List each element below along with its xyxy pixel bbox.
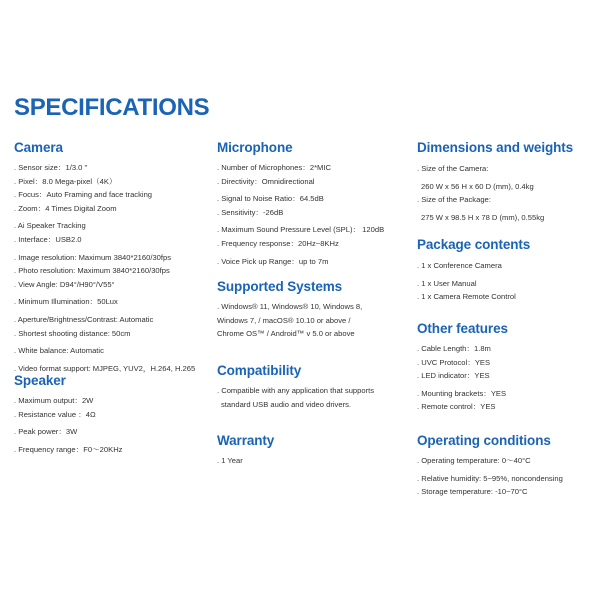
- list-item: . Mounting brackets：YES: [417, 388, 507, 398]
- list-item: . Number of Microphones：2*MIC: [217, 163, 331, 172]
- microphone-section: [217, 140, 417, 268]
- microphone-spec-list: [217, 161, 417, 268]
- list-item: . Photo resolution: Maximum 3840*2160/30fps: [14, 266, 170, 276]
- list-item: . Size of the Package:: [417, 195, 491, 205]
- dimensions-section: [417, 140, 597, 224]
- supported-systems-heading: Supported Systems: [217, 279, 343, 294]
- list-item: . Shortest shooting distance: 50cm: [14, 328, 131, 338]
- list-item: . 1 x User Manual: [417, 278, 477, 288]
- list-item: . Directivity：Omnidirectional: [217, 176, 315, 186]
- list-item: . 1 Year: [217, 456, 243, 465]
- list-item: . View Angle: D94°/H90°/V55°: [14, 279, 115, 289]
- warranty-heading: Warranty: [217, 433, 275, 448]
- camera-section: [14, 140, 214, 375]
- list-item: . Maximum Sound Pressure Level (SPL)： 120dB: [217, 225, 385, 235]
- list-item: . Resistance value ：4Ω: [14, 409, 96, 419]
- list-item: . Pixel：8.0 Mega-pixel（4K）: [14, 176, 117, 186]
- microphone-heading: Microphone: [217, 140, 293, 155]
- list-item: standard USB audio and video drivers.: [221, 399, 352, 409]
- list-item: Windows 7, / macOS® 10.10 or above /: [217, 315, 351, 325]
- package-list: [417, 259, 597, 304]
- list-item: . 1 x Conference Camera: [417, 261, 502, 270]
- supported-systems-list: [217, 300, 417, 341]
- camera-heading: Camera: [14, 140, 63, 155]
- list-item: . Minimum Illumination：50Lux: [14, 297, 118, 307]
- other-features-section: [417, 321, 597, 414]
- list-item: 260 W x 56 H x 60 D (mm), 0.4kg: [421, 181, 534, 191]
- list-item: . Operating temperature: 0～40°C: [417, 456, 531, 465]
- speaker-heading: Speaker: [14, 373, 66, 388]
- list-item: . Cable Length：1.8m: [417, 344, 491, 353]
- speaker-section: [14, 373, 214, 456]
- list-item: . Zoom：4 Times Digital Zoom: [14, 203, 117, 213]
- other-features-heading: Other features: [417, 321, 508, 336]
- list-item: . Relative humidity: 5~95%, noncondensing: [417, 473, 563, 483]
- dimensions-heading: Dimensions and weights: [417, 140, 574, 155]
- compatibility-section: [217, 363, 417, 411]
- list-item: . Focus：Auto Framing and face tracking: [14, 190, 153, 200]
- list-item: . Sensor size：1/3.0 ": [14, 163, 88, 172]
- camera-spec-list: [14, 161, 214, 375]
- list-item: . Interface：USB2.0: [14, 234, 82, 244]
- compatibility-heading: Compatibility: [217, 363, 302, 378]
- dimensions-list: [417, 162, 597, 224]
- compatibility-list: [217, 384, 417, 411]
- speaker-spec-list: [14, 394, 214, 456]
- list-item: . Size of the Camera:: [417, 164, 489, 173]
- operating-conditions-list: [417, 454, 599, 499]
- list-item: . Compatible with any application that supports: [217, 386, 375, 395]
- list-item: . Maximum output：2W: [14, 396, 94, 405]
- list-item: . Ai Speaker Tracking: [14, 221, 86, 231]
- list-item: . Windows® 11, Windows® 10, Windows 8,: [217, 302, 363, 311]
- warranty-section: [217, 433, 417, 468]
- list-item: 275 W x 98.5 H x 78 D (mm), 0.55kg: [421, 212, 545, 222]
- list-item: . Video format support: MJPEG, YUV2，H.264, H.265: [14, 363, 196, 373]
- package-heading: Package contents: [417, 237, 531, 252]
- package-section: [417, 237, 597, 304]
- list-item: . Image resolution: Maximum 3840*2160/30fps: [14, 252, 172, 262]
- warranty-list: [217, 454, 417, 468]
- list-item: . Signal to Noise Ratio：64.5dB: [217, 194, 324, 204]
- list-item: Chrome OS™ / Android™ v 5.0 or above: [217, 329, 355, 339]
- operating-conditions-section: [417, 433, 599, 499]
- list-item: . Frequency response：20Hz~8KHz: [217, 238, 339, 248]
- list-item: . Frequency range：F0～20KHz: [14, 444, 123, 454]
- list-item: . Remote control：YES: [417, 402, 496, 412]
- list-item: . Sensitivity：-26dB: [217, 207, 284, 217]
- list-item: . LED indicator：YES: [417, 371, 490, 381]
- list-item: . Voice Pick up Range：up to 7m: [217, 256, 329, 266]
- list-item: . UVC Protocol：YES: [417, 357, 491, 367]
- list-item: . 1 x Camera Remote Control: [417, 292, 516, 302]
- other-features-list: [417, 342, 597, 414]
- list-item: . Peak power：3W: [14, 427, 78, 437]
- list-item: . Storage temperature: -10~70°C: [417, 487, 528, 497]
- list-item: . Aperture/Brightness/Contrast: Automatic: [14, 314, 154, 324]
- page-title: SPECIFICATIONS: [14, 94, 210, 121]
- list-item: . White balance: Automatic: [14, 346, 104, 356]
- supported-systems-section: [217, 279, 417, 341]
- operating-conditions-heading: Operating conditions: [417, 433, 551, 448]
